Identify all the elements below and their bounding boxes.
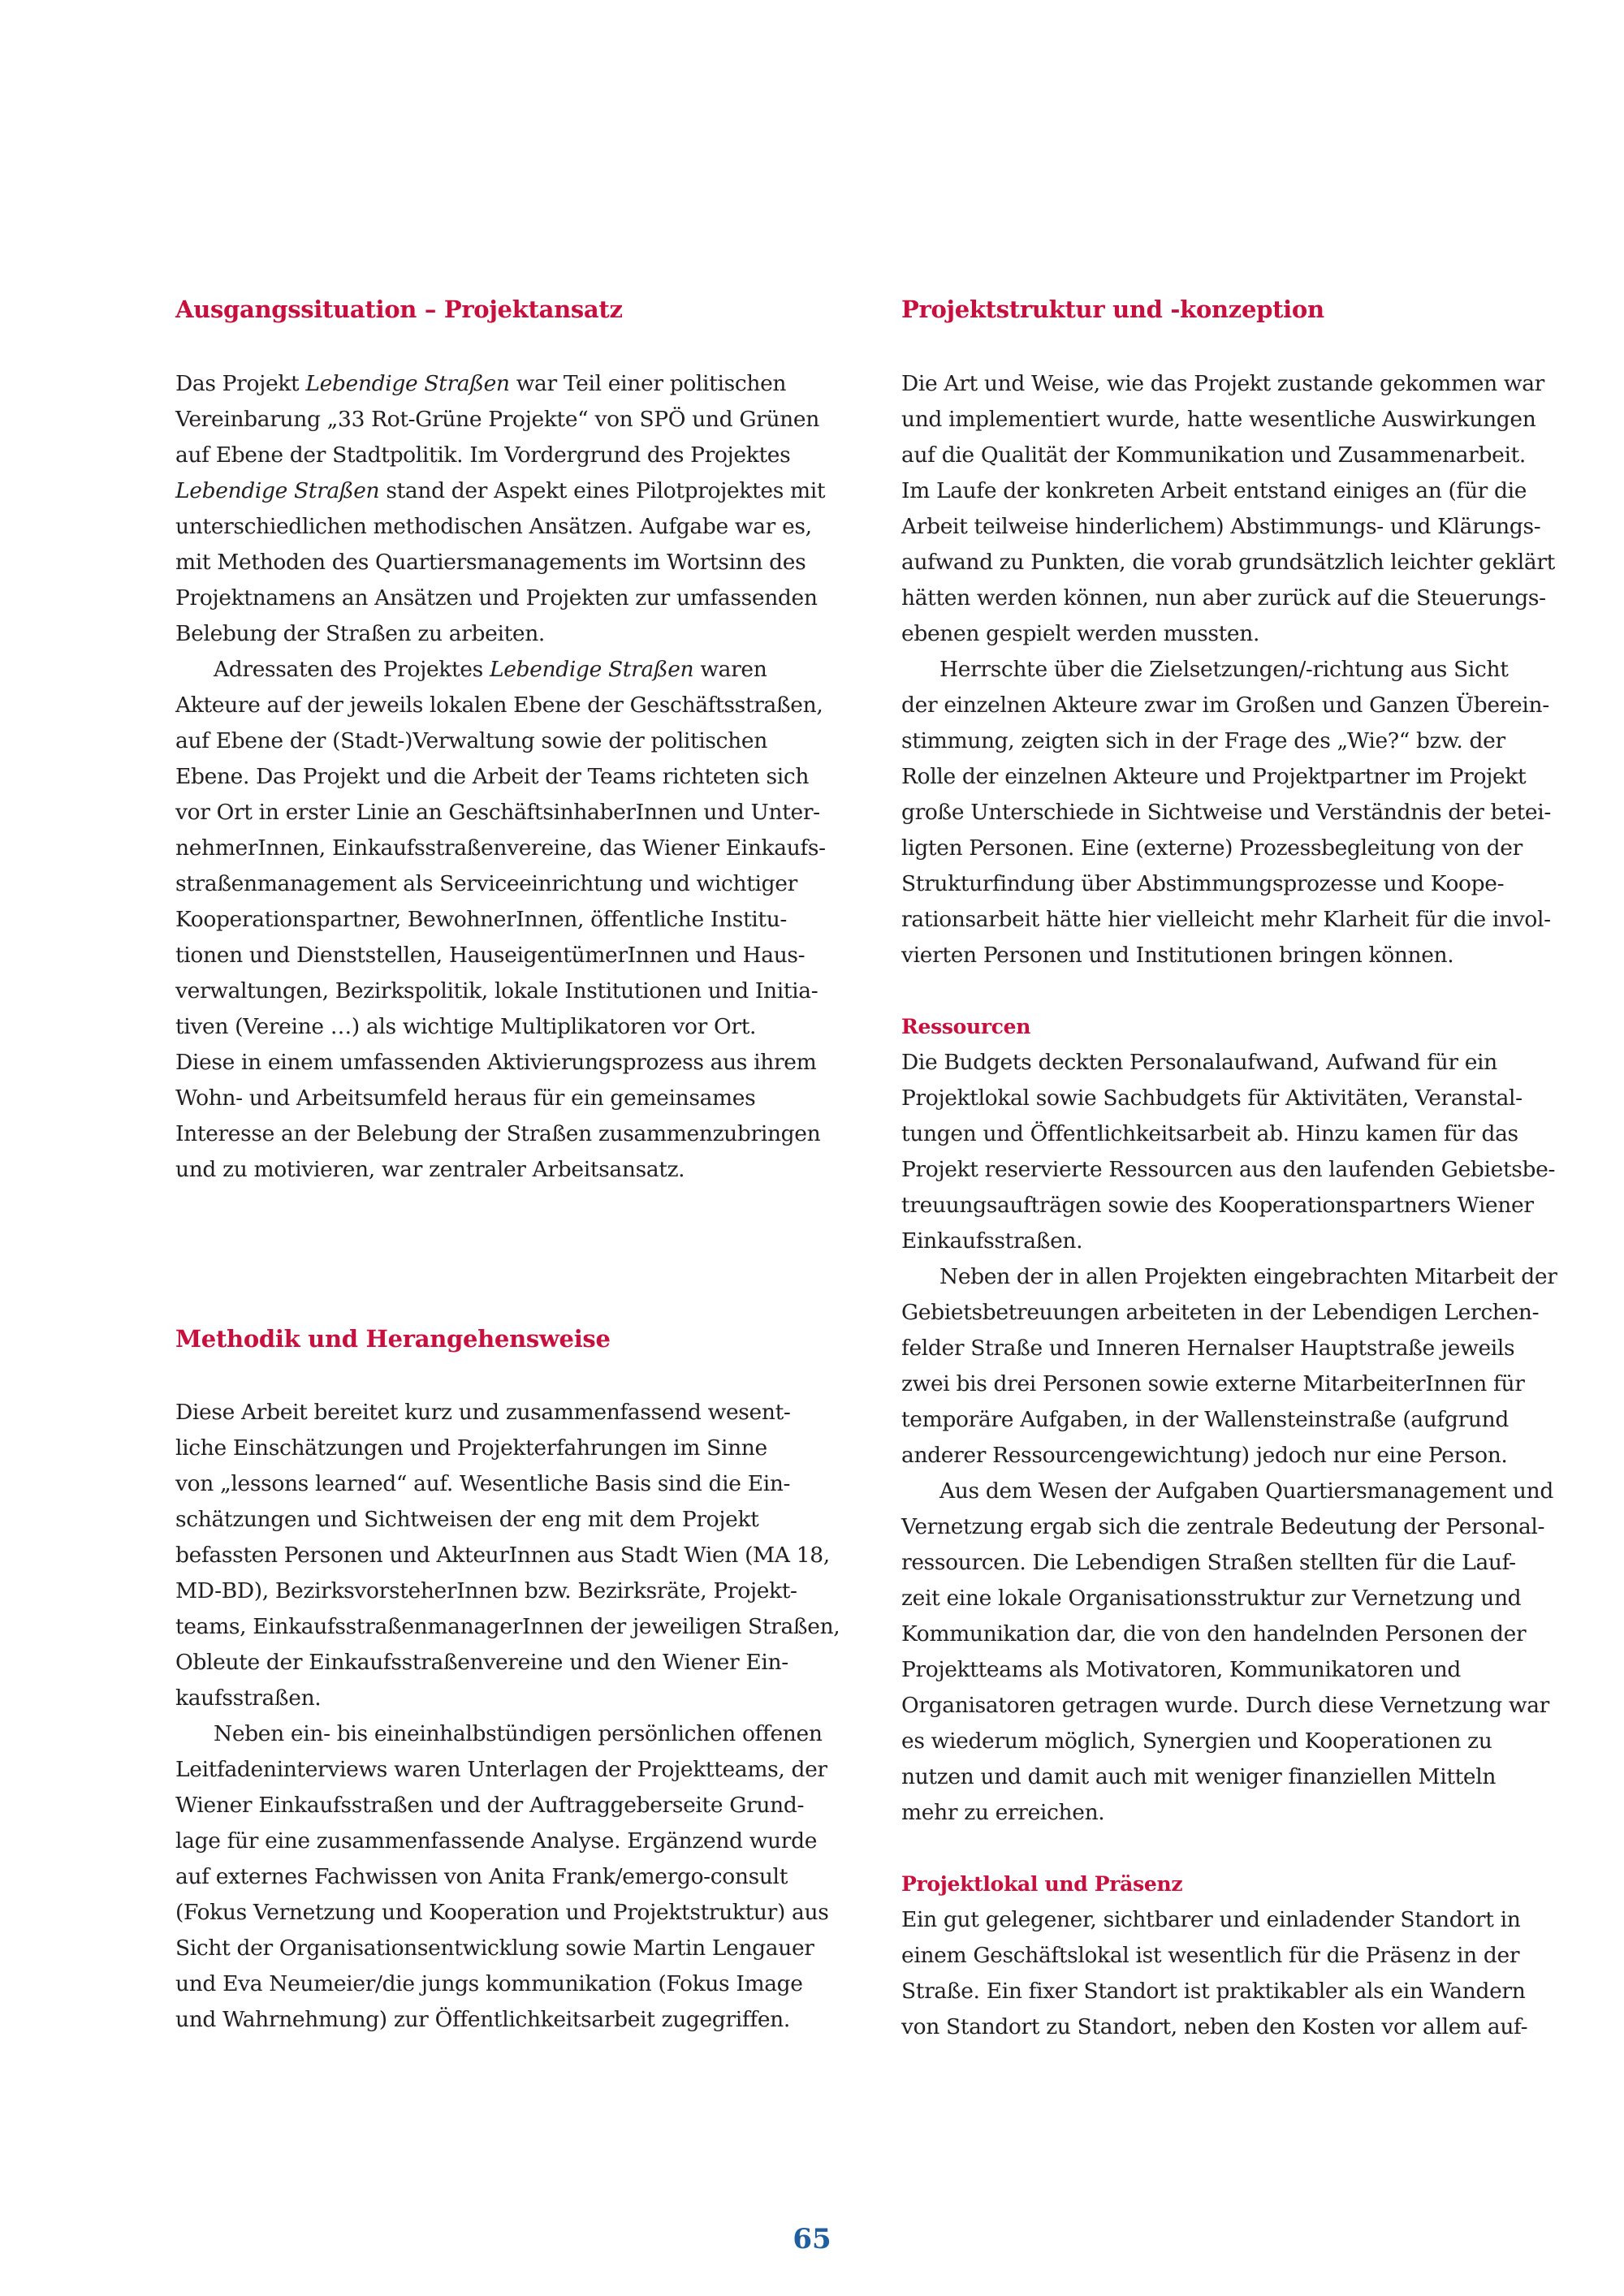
- text-line: tionen und Dienststellen, HauseigentümerInnen und Haus-: [175, 943, 806, 968]
- text-line: ressourcen. Die Lebendigen Straßen stellten für die Lauf-: [901, 1550, 1516, 1575]
- text-line: Projektnamens an Ansätzen und Projekten zur umfassenden: [175, 585, 818, 611]
- text-line: nutzen und damit auch mit weniger finanziellen Mitteln: [901, 1764, 1497, 1789]
- text-line: stimmung, zeigten sich in der Frage des „Wie?“ bzw. der: [901, 728, 1505, 753]
- text-line: temporäre Aufgaben, in der Wallensteinstraße (aufgrund: [901, 1407, 1509, 1432]
- paragraph: [175, 366, 825, 652]
- italic-project-name: Lebendige Straßen: [489, 657, 694, 682]
- section-heading-ausgangssituation: Ausgangssituation – Projektansatz: [175, 296, 623, 323]
- text-line: Neben der in allen Projekten eingebrachten Mitarbeit der: [939, 1264, 1557, 1289]
- subheading-projektlokal: Projektlokal und Präsenz: [901, 1872, 1183, 1896]
- text-line: Arbeit teilweise hinderlichem) Abstimmungs- und Klärungs-: [901, 514, 1541, 539]
- text-line: Projekt reservierte Ressourcen aus den laufenden Gebietsbe-: [901, 1157, 1556, 1182]
- text-line: Projektteams als Motivatoren, Kommunikatoren und: [901, 1657, 1461, 1682]
- text-line: Aus dem Wesen der Aufgaben Quartiersmanagement und: [939, 1478, 1553, 1504]
- text-line: Ebene. Das Projekt und die Arbeit der Teams richteten sich: [175, 764, 810, 789]
- text-line: Vereinbarung „33 Rot-Grüne Projekte“ von SPÖ und Grünen: [175, 407, 819, 432]
- text-line: einem Geschäftslokal ist wesentlich für die Präsenz in der: [901, 1943, 1520, 1968]
- text-line: Sicht der Organisationsentwicklung sowie Martin Lengauer: [175, 1936, 814, 1961]
- text-line: Herrschte über die Zielsetzungen/-richtung aus Sicht: [939, 657, 1509, 682]
- section-heading-projektstruktur: Projektstruktur und -konzeption: [901, 296, 1324, 323]
- italic-project-name: Lebendige Straßen: [175, 478, 380, 503]
- text-line: teams, EinkaufsstraßenmanagerInnen der jeweiligen Straßen,: [175, 1614, 840, 1639]
- text-line: vor Ort in erster Linie an GeschäftsinhaberInnen und Unter-: [175, 800, 820, 825]
- paragraph: [901, 366, 1555, 652]
- text-line: Obleute der Einkaufsstraßenvereine und den Wiener Ein-: [175, 1650, 788, 1675]
- text-line: Diese in einem umfassenden Aktivierungsprozess aus ihrem: [175, 1050, 817, 1075]
- text-line: kaufsstraßen.: [175, 1685, 322, 1711]
- text-line: treuungsaufträgen sowie des Kooperationspartners Wiener: [901, 1193, 1534, 1218]
- text-line: Adressaten des Projektes Lebendige Straßen waren: [214, 657, 767, 682]
- section-heading-methodik: Methodik und Herangehensweise: [175, 1325, 611, 1353]
- text-line: unterschiedlichen methodischen Ansätzen. Aufgabe war es,: [175, 514, 812, 539]
- text-line: tungen und Öffentlichkeitsarbeit ab. Hinzu kamen für das: [901, 1121, 1518, 1146]
- text-line: Die Art und Weise, wie das Projekt zustande gekommen war: [901, 371, 1544, 396]
- text-line: zwei bis drei Personen sowie externe MitarbeiterInnen für: [901, 1371, 1525, 1396]
- text-line: auf externes Fachwissen von Anita Frank/emergo-consult: [175, 1864, 788, 1889]
- text-line: Organisatoren getragen wurde. Durch diese Vernetzung war: [901, 1693, 1549, 1718]
- text-line: es wiederum möglich, Synergien und Kooperationen zu: [901, 1728, 1492, 1754]
- text-line: Leitfadeninterviews waren Unterlagen der Projektteams, der: [175, 1757, 827, 1782]
- text-line: von „lessons learned“ auf. Wesentliche Basis sind die Ein-: [175, 1471, 791, 1496]
- page-number: 65: [793, 2223, 831, 2255]
- text-line: Belebung der Straßen zu arbeiten.: [175, 621, 545, 646]
- text-line: Akteure auf der jeweils lokalen Ebene der Geschäftsstraßen,: [175, 693, 823, 718]
- text-line: Einkaufsstraßen.: [901, 1228, 1083, 1254]
- text-line: Rolle der einzelnen Akteure und Projektpartner im Projekt: [901, 764, 1527, 789]
- text-line: und Eva Neumeier/die jungs kommunikation (Fokus Image: [175, 1971, 803, 1996]
- text-line: Neben ein- bis eineinhalbstündigen persönlichen offenen: [214, 1721, 823, 1746]
- text-line: MD-BD), BezirksvorsteherInnen bzw. Bezirksräte, Projekt-: [175, 1578, 797, 1603]
- text-line: mehr zu erreichen.: [901, 1800, 1105, 1825]
- text-line: straßenmanagement als Serviceeinrichtung und wichtiger: [175, 871, 797, 896]
- text-line: lage für eine zusammenfassende Analyse. Ergänzend wurde: [175, 1828, 818, 1854]
- text-line: (Fokus Vernetzung und Kooperation und Projektstruktur) aus: [175, 1900, 829, 1925]
- paragraph: [901, 1902, 1527, 2045]
- text-line: zeit eine lokale Organisationsstruktur zur Vernetzung und: [901, 1586, 1522, 1611]
- text-line: Im Laufe der konkreten Arbeit entstand einiges an (für die: [901, 478, 1527, 503]
- paragraph: [175, 652, 826, 1188]
- text-line: vierten Personen und Institutionen bringen können.: [901, 943, 1454, 968]
- text-line: Interesse an der Belebung der Straßen zusammenzubringen: [175, 1121, 821, 1146]
- text-line: und implementiert wurde, hatte wesentliche Auswirkungen: [901, 407, 1536, 432]
- text-line: anderer Ressourcengewichtung) jedoch nur eine Person.: [901, 1443, 1508, 1468]
- paragraph: [175, 1716, 828, 2038]
- text-line: hätten werden können, nun aber zurück auf die Steuerungs-: [901, 585, 1546, 611]
- text-line: ebenen gespielt werden mussten.: [901, 621, 1260, 646]
- paragraph: [901, 652, 1551, 973]
- text-line: liche Einschätzungen und Projekterfahrungen im Sinne: [175, 1435, 767, 1461]
- text-line: der einzelnen Akteure zwar im Großen und Ganzen Überein-: [901, 693, 1549, 718]
- text-line: rationsarbeit hätte hier vielleicht mehr Klarheit für die invol-: [901, 907, 1551, 932]
- text-line: felder Straße und Inneren Hernalser Hauptstraße jeweils: [901, 1336, 1515, 1361]
- text-line: Kommunikation dar, die von den handelnden Personen der: [901, 1621, 1527, 1646]
- text-line: mit Methoden des Quartiersmanagements im Wortsinn des: [175, 550, 806, 575]
- text-line: Das Projekt Lebendige Straßen war Teil einer politischen: [175, 371, 787, 396]
- text-line: Wohn- und Arbeitsumfeld heraus für ein gemeinsames: [175, 1085, 756, 1111]
- paragraph: [175, 1395, 840, 1716]
- text-line: auf die Qualität der Kommunikation und Zusammenarbeit.: [901, 442, 1526, 468]
- subheading-ressourcen: Ressourcen: [901, 1015, 1031, 1038]
- paragraph: [901, 1259, 1557, 1474]
- text-line: auf Ebene der Stadtpolitik. Im Vordergrund des Projektes: [175, 442, 791, 468]
- text-line: und Wahrnehmung) zur Öffentlichkeitsarbeit zugegriffen.: [175, 2007, 790, 2032]
- paragraph: [901, 1045, 1555, 1259]
- text-line: Straße. Ein fixer Standort ist praktikabler als ein Wandern: [901, 1979, 1526, 2004]
- text-line: Vernetzung ergab sich die zentrale Bedeutung der Personal-: [901, 1514, 1545, 1539]
- text-line: große Unterschiede in Sichtweise und Verständnis der betei-: [901, 800, 1551, 825]
- text-line: Ein gut gelegener, sichtbarer und einladender Standort in: [901, 1907, 1521, 1932]
- text-line: Projektlokal sowie Sachbudgets für Aktivitäten, Veranstal-: [901, 1085, 1522, 1111]
- text-line: verwaltungen, Bezirkspolitik, lokale Institutionen und Initia-: [175, 978, 818, 1003]
- text-line: schätzungen und Sichtweisen der eng mit dem Projekt: [175, 1507, 759, 1532]
- text-line: aufwand zu Punkten, die vorab grundsätzlich leichter geklärt: [901, 550, 1555, 575]
- text-line: von Standort zu Standort, neben den Kosten vor allem auf-: [901, 2014, 1528, 2039]
- text-line: nehmerInnen, Einkaufsstraßenvereine, das Wiener Einkaufs-: [175, 835, 826, 861]
- text-line: Diese Arbeit bereitet kurz und zusammenfassend wesent-: [175, 1400, 791, 1425]
- text-line: Wiener Einkaufsstraßen und der Auftraggeberseite Grund-: [175, 1793, 805, 1818]
- text-line: Die Budgets deckten Personalaufwand, Aufwand für ein: [901, 1050, 1497, 1075]
- text-line: befassten Personen und AkteurInnen aus Stadt Wien (MA 18,: [175, 1543, 830, 1568]
- italic-project-name: Lebendige Straßen: [305, 371, 510, 396]
- text-line: tiven (Vereine …) als wichtige Multiplikatoren vor Ort.: [175, 1014, 757, 1039]
- paragraph: [901, 1474, 1553, 1831]
- text-line: auf Ebene der (Stadt-)Verwaltung sowie der politischen: [175, 728, 767, 753]
- text-line: Kooperationspartner, BewohnerInnen, öffentliche Institu-: [175, 907, 788, 932]
- text-line: Gebietsbetreuungen arbeiteten in der Lebendigen Lerchen-: [901, 1300, 1540, 1325]
- text-line: Lebendige Straßen stand der Aspekt eines Pilotprojektes mit: [175, 478, 826, 503]
- text-line: und zu motivieren, war zentraler Arbeitsansatz.: [175, 1157, 685, 1182]
- text-line: ligten Personen. Eine (externe) Prozessbegleitung von der: [901, 835, 1522, 861]
- text-line: Strukturfindung über Abstimmungsprozesse und Koope-: [901, 871, 1505, 896]
